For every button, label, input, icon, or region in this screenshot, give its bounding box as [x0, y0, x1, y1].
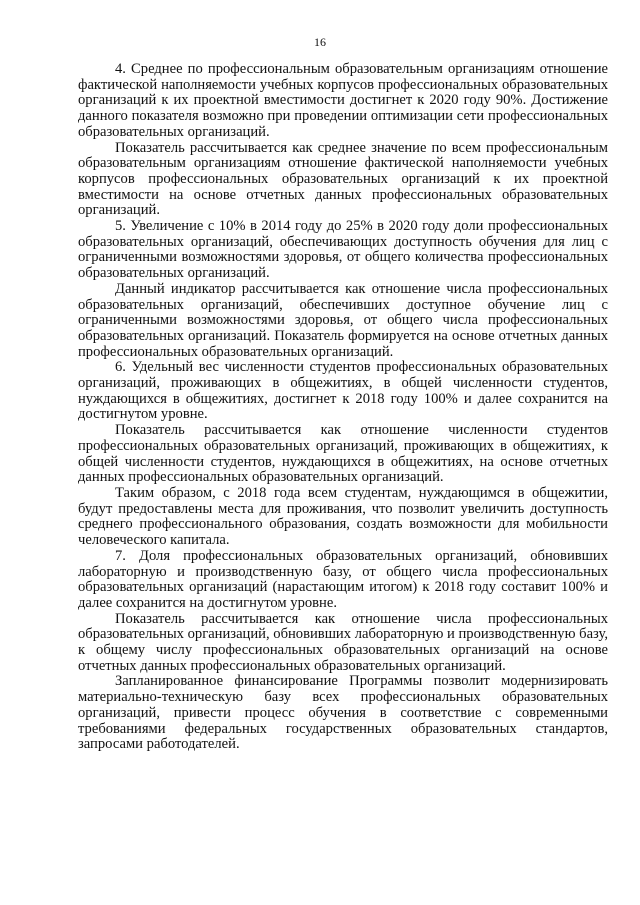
paragraph-indicator-4-method: Показатель рассчитывается как среднее значение по всем профессиональным образовательным организациям отношение фактической наполняемости учебных корпусов профессиональных образовательных организаций к их проектной вместимости на основе отчетных данных профессиональных образовательных организаций.	[78, 139, 608, 219]
paragraph-indicator-7: 7. Доля профессиональных образовательных организаций, обновивших лабораторную и производственную базу, от общего числа профессиональных образовательных организаций (нарастающим итогом) к 2018 году составит 100% и далее сохранится на достигнутом уровне.	[78, 547, 608, 611]
paragraph-indicator-5: 5. Увеличение с 10% в 2014 году до 25% в 2020 году доли профессиональных образовательных организаций, обеспечивающих доступность обучения для лиц с ограниченными возможностями здоровья, от общего количества профессиональных образовательных организаций.	[78, 218, 608, 282]
page-number: 16	[314, 35, 326, 49]
paragraph-indicator-4: 4. Среднее по профессиональным образовательным организациям отношение фактической наполняемости учебных корпусов профессиональных образовательных организаций к их проектной вместимости достигнет к 2020 году 90%. Достижение данного показателя возможно при проведении оптимизации сети профессиональных образовательных организаций.	[78, 61, 608, 140]
paragraph-indicator-6: 6. Удельный вес численности студентов профессиональных образовательных организаций, проживающих в общежитиях, в общей численности студентов, нуждающихся в общежитиях, достигнет к 2018 году 100% и далее сохранится на достигнутом уровне.	[78, 359, 608, 423]
paragraph-indicator-7-method: Показатель рассчитывается как отношение числа профессиональных образовательных организаций, обновивших лабораторную и производственную базу, к общему числу профессиональных образовательных организаций на основе отчетных данных профессиональных образовательных организаций.	[78, 610, 608, 674]
document-body	[78, 62, 608, 753]
paragraph-indicator-6-method: Показатель рассчитывается как отношение численности студентов профессиональных образовательных организаций, проживающих в общежитиях, к общей численности студентов, нуждающихся в общежитиях, на основе отчетных данных профессиональных образовательных организаций.	[78, 422, 608, 486]
paragraph-indicator-5-method: Данный индикатор рассчитывается как отношение числа профессиональных образовательных организаций, обеспечивших доступное обучение лиц с ограниченными возможностями здоровья, от общего числа профессиональных образовательных организаций. Показатель формируется на основе отчетных данных профессиональных образовательных организаций.	[78, 280, 608, 360]
paragraph-financing: Запланированное финансирование Программы позволит модернизировать материально-техническую базу всех профессиональных образовательных организаций, привести процесс обучения в соответствие с современными требованиями федеральных государственных образовательных стандартов, запросами работодателей.	[78, 673, 608, 753]
paragraph-indicator-6-result: Таким образом, с 2018 года всем студентам, нуждающимся в общежитии, будут предоставлены места для проживания, что позволит увеличить доступность среднего профессионального образования, создать возможности для мобильности человеческого капитала.	[78, 484, 608, 549]
